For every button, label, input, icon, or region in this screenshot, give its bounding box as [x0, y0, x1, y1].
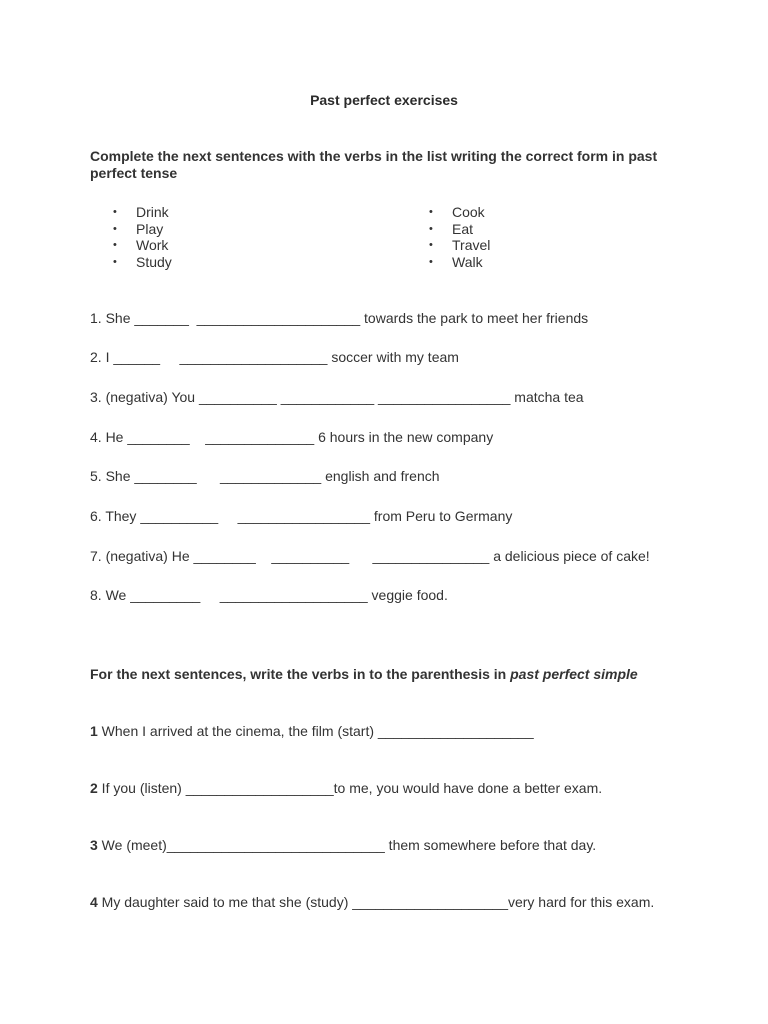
- page-title: Past perfect exercises: [310, 92, 458, 108]
- bullet-icon: •: [429, 222, 433, 235]
- verb-item: [113, 221, 172, 238]
- exercise-line-5: 5. She ________ _____________ english and french: [90, 468, 440, 484]
- verb-item: [113, 237, 172, 254]
- verb-label: Work: [136, 237, 169, 253]
- verb-item: [429, 237, 490, 254]
- section2-text: For the next sentences, write the verbs in to the parenthesis in: [90, 666, 511, 682]
- bullet-icon: •: [429, 239, 433, 251]
- exercise-line-8: 8. We _________ ___________________ veggie food.: [90, 587, 448, 603]
- item-number: 2: [90, 780, 98, 796]
- bullet-icon: •: [429, 255, 433, 268]
- bullet-icon: •: [113, 206, 117, 218]
- item-number: 1: [90, 723, 98, 739]
- section2-heading: [90, 666, 638, 682]
- item-text: If you (listen) ___________________to me, you would have done a better exam.: [97, 780, 603, 796]
- verb-label: Walk: [452, 253, 483, 270]
- bullet-icon: •: [429, 206, 433, 218]
- section2-item-3: [90, 837, 596, 853]
- item-text: When I arrived at the cinema, the film (start) ____________________: [97, 723, 534, 739]
- verb-item: [429, 221, 490, 238]
- section2-item-2: [90, 780, 602, 796]
- verb-label: Study: [136, 253, 172, 270]
- exercise-line-2: 2. I ______ ___________________ soccer with my team: [90, 349, 459, 365]
- verb-item: [113, 254, 172, 271]
- exercise-line-6: 6. They __________ _________________ from Peru to Germany: [90, 508, 513, 524]
- section2-emphasis: past perfect simple: [510, 666, 638, 682]
- bullet-icon: •: [113, 239, 117, 251]
- item-number: 3: [90, 837, 98, 853]
- item-text: We (meet)____________________________ them somewhere before that day.: [97, 837, 597, 853]
- section2-item-4: [90, 894, 654, 910]
- exercise-line-1: 1. She _______ _____________________ towards the park to meet her friends: [90, 310, 589, 326]
- bullet-icon: •: [113, 255, 117, 268]
- verb-list-left: [113, 204, 172, 270]
- exercise-line-4: 4. He ________ ______________ 6 hours in the new company: [90, 429, 494, 445]
- item-text: My daughter said to me that she (study) ____________________very hard for this exam.: [97, 894, 655, 910]
- verb-list-right: [429, 204, 490, 270]
- verb-item: [429, 204, 490, 221]
- verb-label: Travel: [452, 237, 491, 253]
- verb-label: Drink: [136, 204, 169, 220]
- exercise-line-3: 3. (negativa) You __________ ____________ _________________ matcha tea: [90, 389, 584, 405]
- instructions-heading: Complete the next sentences with the verbs in the list writing the correct form in past perfect tense: [90, 148, 658, 181]
- exercise-line-7: 7. (negativa) He ________ __________ _______________ a delicious piece of cake!: [90, 548, 650, 564]
- verb-label: Cook: [452, 204, 485, 220]
- verb-label: Eat: [452, 220, 474, 237]
- item-number: 4: [90, 894, 98, 910]
- verb-item: [113, 204, 172, 221]
- verb-label: Play: [136, 220, 164, 237]
- verb-item: [429, 254, 490, 271]
- bullet-icon: •: [113, 222, 117, 235]
- section2-item-1: [90, 723, 534, 739]
